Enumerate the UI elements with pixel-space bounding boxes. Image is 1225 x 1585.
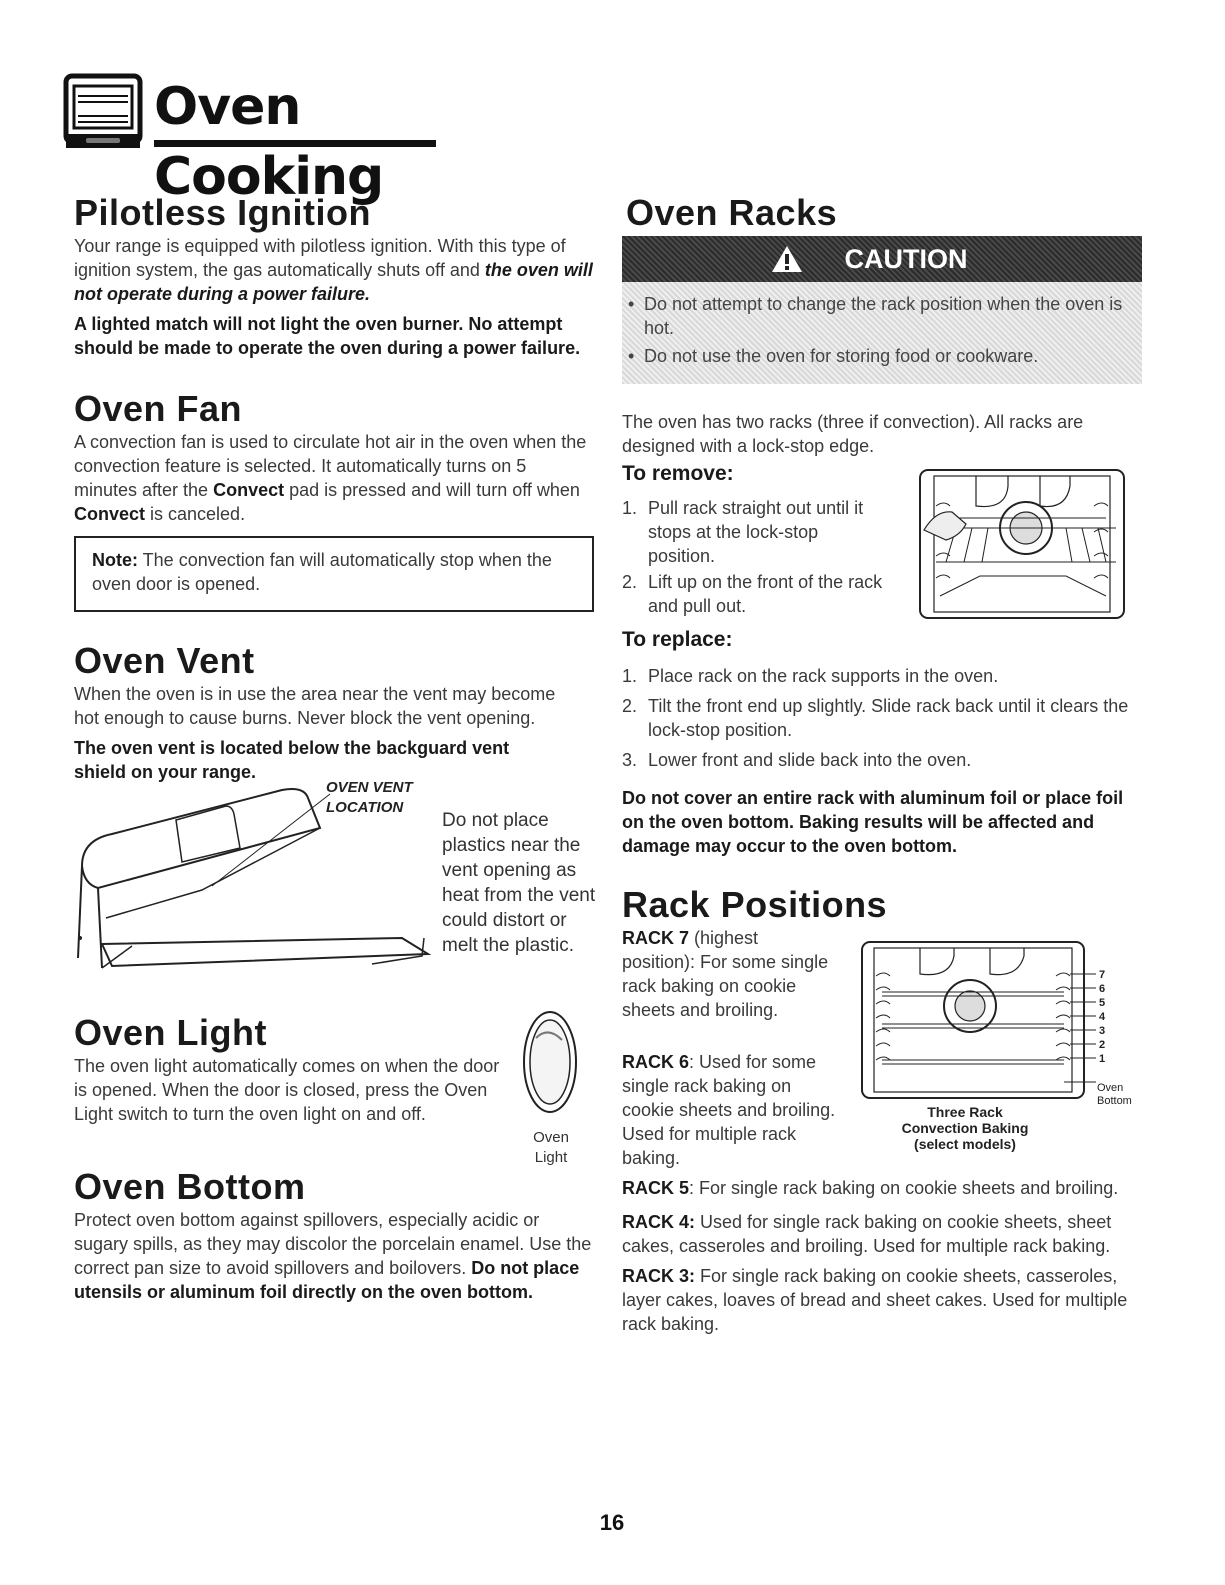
fan-note-box — [74, 536, 594, 612]
rack7-description: RACK 7 (highest position): For some single rack baking on cookie sheets and broiling. — [622, 928, 829, 1020]
caution-list — [622, 282, 1142, 384]
vent-side-text: Do not place plastics near the vent opening as heat from the vent could distort or melt the plastic. — [442, 810, 596, 956]
rack3-description: RACK 3: For single rack baking on cookie sheets, casseroles, layer cakes, loaves of bread and sheet cakes. Used for multiple rack baking. — [622, 1266, 1128, 1334]
pilotless-warning: A lighted match will not light the oven burner. No attempt should be made to operate the oven during a power failure. — [74, 314, 581, 358]
page-number: 16 — [599, 1510, 625, 1535]
oven-bottom-label: Oven Bottom — [1097, 1082, 1132, 1107]
rack-foil-warning: Do not cover an entire rack with aluminum foil or place foil on the oven bottom. Baking results will be affected and damage may occur to the oven bottom. — [622, 788, 1124, 856]
light-heading: Oven Light — [74, 1012, 267, 1053]
replace-step: 3. Lower front and slide back into the oven. — [622, 750, 972, 770]
replace-step: 1. Place rack on the rack supports in the oven. — [622, 666, 999, 686]
caution-title: CAUTION — [844, 244, 968, 274]
remove-step: 2. Lift up on the front of the rack and pull out. — [622, 572, 883, 616]
warning-icon — [770, 244, 804, 274]
fan-heading: Oven Fan — [74, 388, 243, 429]
rack5-description: RACK 5: For single rack baking on cookie sheets and broiling. — [622, 1178, 1119, 1198]
caution-header — [622, 236, 1142, 282]
replace-step: 2. Tilt the front end up slightly. Slide rack back until it clears the lock-stop position. — [622, 696, 1129, 740]
rack-number-label: 3 — [1099, 1025, 1106, 1037]
remove-heading: To remove: — [622, 462, 734, 485]
vent-location-note: The oven vent is located below the backguard vent shield on your range. — [74, 738, 510, 782]
positions-heading: Rack Positions — [622, 884, 888, 925]
fan-paragraph: A convection fan is used to circulate hot air in the oven when the convection feature is selected. It automatically turns on 5 minutes after the Convect pad is pressed and will turn off when Convect is canceled. — [74, 432, 587, 524]
light-paragraph: The oven light automatically comes on when the door is opened. When the door is closed, press the Oven Light switch to turn the oven light on and off. — [74, 1056, 500, 1124]
rack-removal-illustration — [916, 466, 1128, 622]
remove-step: 1. Pull rack straight out until it stops at the lock-stop position. — [622, 498, 864, 566]
racks-intro: The oven has two racks (three if convection). All racks are designed with a lock-stop edge. — [622, 412, 1084, 456]
diagram-caption: Three Rack Convection Baking (select models) — [901, 1104, 1029, 1152]
page-header — [62, 72, 442, 207]
replace-steps — [622, 664, 1142, 772]
oven-light-caption: Oven Light — [533, 1129, 569, 1166]
page-title: Oven Cooking — [154, 77, 384, 207]
rack-number-label: 6 — [1099, 983, 1106, 995]
vent-heading: Oven Vent — [74, 640, 255, 681]
caution-item: • Do not attempt to change the rack position when the oven is hot. — [622, 292, 1128, 340]
bottom-paragraph: Protect oven bottom against spillovers, especially acidic or sugary spills, as they may discolor the porcelain enamel. Use the correct pan size to avoid spillovers and boilovers. Do not place utensils or aluminum foil directly on the oven bottom. — [74, 1210, 592, 1302]
racks-heading: Oven Racks — [626, 192, 838, 233]
rack4-description: RACK 4: Used for single rack baking on cookie sheets, sheet cakes, casseroles and broiling. Used for multiple rack baking. — [622, 1212, 1112, 1256]
rack-number-label: 7 — [1099, 969, 1106, 981]
caution-box — [622, 236, 1142, 384]
fan-note: Note: The convection fan will automatically stop when the oven door is opened. — [92, 550, 552, 594]
rack-number-label: 2 — [1099, 1039, 1106, 1051]
rack-number-label: 5 — [1099, 997, 1106, 1009]
pilotless-paragraph: Your range is equipped with pilotless ignition. With this type of ignition system, the gas automatically shuts off and the oven will not operate during a power failure. — [74, 236, 593, 304]
rack-number-label: 1 — [1099, 1053, 1106, 1065]
remove-steps — [622, 496, 884, 618]
vent-callout: OVEN VENT LOCATION — [326, 779, 413, 816]
title-underline — [154, 140, 436, 147]
caution-item: • Do not use the oven for storing food or cookware. — [622, 344, 1128, 368]
rack6-description: RACK 6: Used for some single rack baking on cookie sheets and broiling. Used for multiple rack baking. — [622, 1052, 836, 1168]
oven-icon — [62, 72, 144, 154]
vent-paragraph: When the oven is in use the area near the vent may become hot enough to cause burns. Never block the vent opening. — [74, 684, 556, 728]
bottom-heading: Oven Bottom — [74, 1166, 306, 1207]
pilotless-heading: Pilotless Ignition — [74, 192, 372, 233]
oven-light-switch-icon — [518, 1008, 582, 1118]
replace-heading: To replace: — [622, 628, 733, 651]
rack-positions-diagram — [858, 938, 1148, 1106]
rack-number-label: 4 — [1099, 1011, 1106, 1023]
